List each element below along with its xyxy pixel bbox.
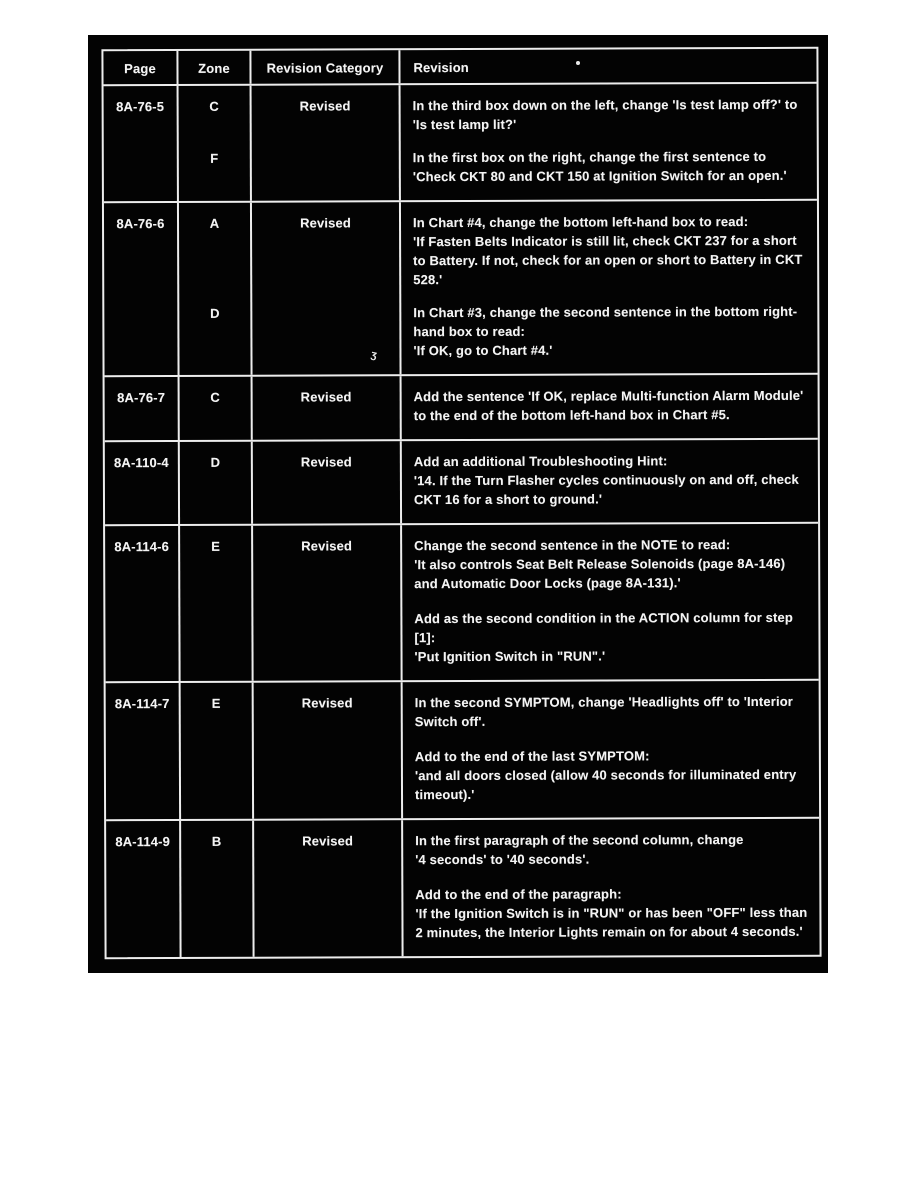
revision-paragraph: [415, 830, 811, 869]
revision-line: Add to the end of the paragraph:: [415, 886, 622, 903]
revision-paragraph: [414, 386, 810, 425]
zone-cell: C: [210, 389, 220, 405]
zone-cell: B: [211, 833, 222, 849]
revision-line: In the first paragraph of the second column, change: [415, 832, 744, 849]
revision-line: '14. If the Turn Flasher cycles continuously on and off, check CKT 16 for a short to ground.': [413, 471, 799, 508]
table-row: [106, 681, 819, 821]
revision-table: [101, 47, 821, 959]
revision-line: Add as the second condition in the ACTION column for step [1]:: [414, 609, 794, 646]
revision-cell: [402, 524, 819, 680]
revision-cell: [403, 681, 819, 818]
page-cell: 8A-114-6: [105, 526, 181, 681]
zone-cell: E: [211, 695, 221, 711]
revision-line: Add the sentence 'If OK, replace Multi-function Alarm Module' to the end of the bottom left-hand box in Chart #5.: [413, 387, 804, 424]
revision-cell: [401, 201, 817, 303]
revision-category-cell: Revised: [250, 202, 402, 375]
revision-paragraph: [414, 608, 810, 666]
revision-paragraph: [415, 746, 811, 804]
revision-line: Add an additional Troubleshooting Hint:: [413, 453, 668, 470]
zone-cell: D: [210, 305, 220, 321]
revision-line: Change the second sentence in the NOTE to read:: [414, 537, 731, 554]
page-cell: 8A-114-9: [106, 821, 181, 957]
revision-line: In the second SYMPTOM, change 'Headlights off' to 'Interior Switch off'.: [414, 693, 794, 730]
page-cell: 8A-76-6: [104, 203, 180, 375]
column-header-revision-category: Revision Category: [249, 50, 400, 84]
revision-line: In the first box on the right, change the first sentence to: [412, 148, 767, 166]
page-cell: 8A-76-5: [104, 86, 179, 201]
column-header-revision: Revision: [413, 59, 469, 76]
revision-paragraph: [414, 535, 810, 593]
revision-line: 'If OK, go to Chart #4.': [413, 342, 553, 359]
page-cell: 8A-76-7: [105, 377, 180, 440]
revision-paragraph: [413, 302, 809, 360]
revision-paragraph: [414, 451, 810, 509]
table-header-row: [103, 49, 816, 86]
revision-line: In the third box down on the left, change 'Is test lamp off?' to 'Is test lamp lit?': [412, 96, 798, 133]
table-row: [105, 375, 818, 442]
zone-cell: F: [210, 150, 219, 166]
revision-category-cell: Revised: [251, 525, 403, 681]
table-row: [104, 201, 818, 377]
page-cell: 8A-114-7: [106, 683, 181, 819]
revision-line: Add to the end of the last SYMPTOM:: [414, 748, 650, 765]
revision-paragraph: [413, 95, 809, 134]
revision-cell: [401, 302, 817, 374]
revision-line: 'If the Ignition Switch is in "RUN" or has been "OFF" less than 2 minutes, the Interior Lights remain on for about 4 seconds.': [415, 904, 808, 941]
revision-category-cell: Revised: [252, 682, 403, 819]
table-row: [105, 524, 819, 683]
revision-category-cell: Revised: [251, 376, 402, 440]
scanned-page-panel: [88, 35, 828, 973]
revision-line: In Chart #4, change the bottom left-hand box to read:: [412, 213, 749, 231]
revision-line: 'It also controls Seat Belt Release Solenoids (page 8A-146) and Automatic Door Locks (page 8A-131).': [414, 555, 786, 592]
revision-line: '4 seconds' to '40 seconds'.: [415, 851, 590, 868]
revision-cell: [402, 375, 818, 439]
column-header-page: Page: [103, 51, 178, 84]
table-row: [104, 84, 817, 203]
revision-line: 'Put Ignition Switch in "RUN".': [414, 648, 606, 665]
revision-category-cell: Revised: [251, 441, 402, 524]
revision-paragraph: [413, 212, 809, 289]
revision-cell: [401, 147, 817, 200]
revision-paragraph: [413, 147, 809, 186]
zone-cell: C: [209, 98, 219, 114]
page-cell: 8A-110-4: [105, 442, 180, 524]
revision-cell: [403, 819, 819, 956]
table-row: [106, 819, 819, 957]
revision-line: 'Check CKT 80 and CKT 150 at Ignition Switch for an open.': [412, 167, 787, 185]
revision-line: 'If Fasten Belts Indicator is still lit, check CKT 237 for a short to Battery. If not, check for an open or short to Battery in CKT 528.': [413, 232, 803, 288]
revision-line: In Chart #3, change the second sentence in the bottom right-hand box to read:: [413, 303, 798, 340]
revision-category-cell: Revised: [250, 85, 401, 201]
table-row: [105, 440, 818, 526]
revision-line: 'and all doors closed (allow 40 seconds for illuminated entry timeout).': [414, 766, 797, 803]
zone-cell: E: [211, 538, 221, 554]
revision-cell: [401, 84, 817, 148]
revision-paragraph: [415, 884, 811, 942]
zone-cell: A: [209, 215, 220, 231]
column-header-zone: Zone: [198, 60, 230, 76]
revision-category-cell: Revised: [252, 820, 403, 957]
revision-paragraph: [415, 692, 811, 731]
scan-artifact-mark: ʒ: [369, 348, 378, 362]
revision-cell: [402, 440, 818, 523]
zone-cell: D: [210, 454, 221, 470]
